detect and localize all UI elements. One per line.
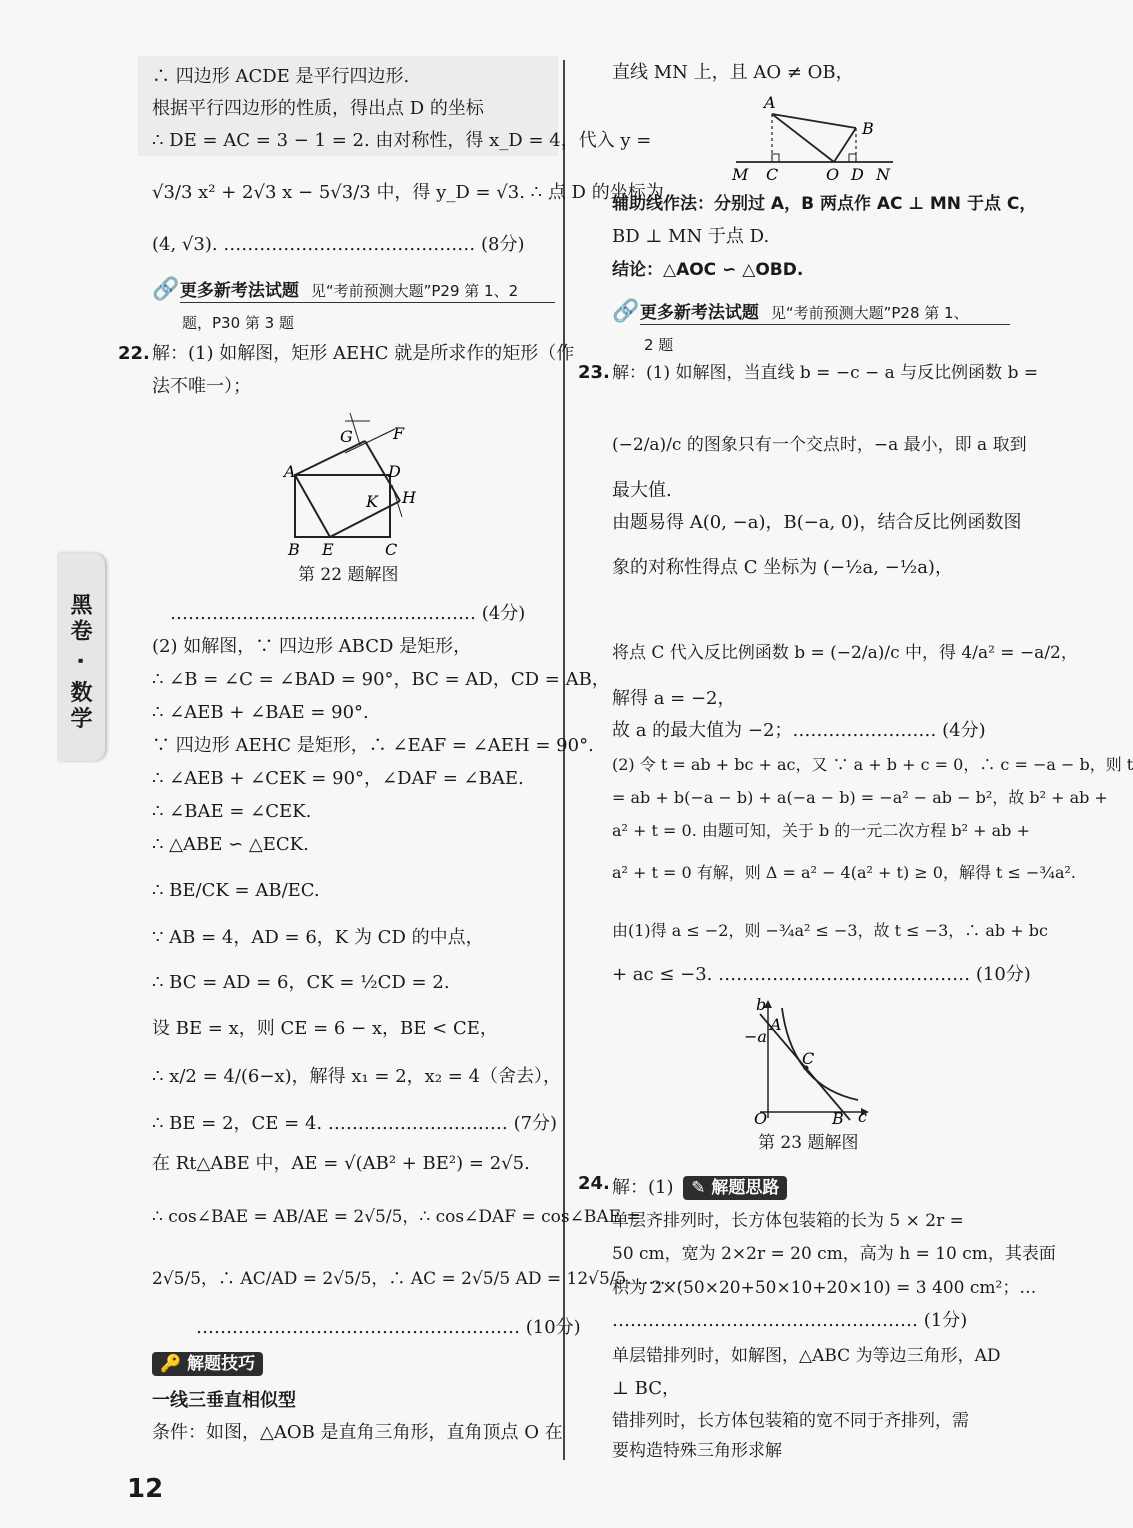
text-line: ∴ DE = AC = 3 − 1 = 2. 由对称性，得 x_D = 4，代入 y = (152, 130, 652, 151)
label-N: N (876, 165, 890, 184)
text-line: = ab + b(−a − b) + a(−a − b) = −a² − ab − b²，故 b² + ab + (612, 788, 1108, 807)
thinking-tag (683, 1176, 787, 1200)
text-line: √3/3 x² + 2√3 x − 5√3/3 中，得 y_D = √3. ∴ 点 D 的坐标为 (152, 182, 664, 203)
text-line: ∴ cos∠BAE = AB/AE = 2√5/5，∴ cos∠DAF = cos∠BAE = (152, 1207, 641, 1227)
thinking-tag-label: 解题思路 (711, 1178, 780, 1198)
label-O: O (826, 165, 840, 184)
pencil-icon: ✎ (691, 1178, 706, 1198)
text-line: 法不唯一）； (152, 376, 251, 397)
text-line: ∴ ∠B = ∠C = ∠BAD = 90°，BC = AD，CD = AB， (152, 669, 610, 690)
label-A: A (770, 1015, 782, 1034)
text-line: 设 BE = x，则 CE = 6 − x，BE < CE， (152, 1018, 498, 1039)
label-neg-a: −a (744, 1027, 767, 1046)
label-D: D (851, 165, 864, 184)
question-number: 23. (578, 362, 610, 383)
text-line: 解：(1) 如解图，矩形 AEHC 就是所求作的矩形（作 (152, 343, 575, 364)
figure-tip (728, 92, 898, 186)
text-line: 由(1)得 a ≤ −2，则 −¾a² ≤ −3，故 t ≤ −3，∴ ab + bc (612, 921, 1048, 940)
text-line: 条件：如图，△AOB 是直角三角形，直角顶点 O 在 (152, 1422, 563, 1443)
text-line: 要构造特殊三角形求解 (612, 1441, 782, 1461)
text-line: 单层齐排列时，长方体包装箱的长为 5 × 2r = (612, 1211, 964, 1231)
text-line: ∴ △ABE ∽ △ECK. (152, 834, 309, 855)
text-line: 象的对称性得点 C 坐标为 (−½a, −½a)， (612, 557, 953, 578)
text-line: 50 cm，宽为 2×2r = 20 cm，高为 h = 10 cm，其表面 (612, 1244, 1056, 1264)
label-C: C (385, 540, 398, 559)
text-line: ∵ 四边形 AEHC 是矩形，∴ ∠EAF = ∠AEH = 90°. (152, 735, 594, 756)
figure-23 (740, 996, 875, 1126)
text-line: a² + t = 0. 由题可知，关于 b 的一元二次方程 b² + ab + (612, 821, 1030, 840)
text-line: 解：(1) 如解图，当直线 b = −c − a 与反比例函数 b = (612, 363, 1039, 383)
figure-caption: 第 23 题解图 (758, 1133, 859, 1153)
label-D: D (388, 462, 401, 481)
label-E: E (322, 540, 334, 559)
text-line: ……………………………………………… (10分) (196, 1317, 581, 1338)
banner-ref-continued: 题，P30 第 3 题 (182, 314, 294, 332)
label-C: C (766, 165, 779, 184)
more-questions-banner (152, 276, 518, 302)
text-line: ∴ BE/CK = AB/EC. (152, 880, 320, 901)
banner-ref: 见“考前预测大题”P28 第 1、 (770, 304, 969, 322)
text-line: ∴ BE = 2，CE = 4. ………………………… (7分) (152, 1113, 558, 1134)
text-line: 故 a 的最大值为 −2；…………………… (4分) (612, 720, 986, 741)
text-line: 在 Rt△ABE 中，AE = √(AB² + BE²) = 2√5. (152, 1153, 530, 1174)
text-line: ∴ ∠AEB + ∠CEK = 90°，∠DAF = ∠BAE. (152, 768, 524, 789)
text-line: 由题易得 A(0, −a)，B(−a, 0)，结合反比例函数图 (612, 512, 1022, 533)
text-line: 错排列时，长方体包装箱的宽不同于齐排列，需 (612, 1411, 969, 1431)
label-F: F (393, 424, 405, 443)
text-line: …………………………………………… (1分) (612, 1310, 968, 1331)
label-M: M (732, 165, 749, 184)
text-line: ∴ 四边形 ACDE 是平行四边形. (152, 66, 410, 87)
label-H: H (402, 488, 416, 507)
text-line: 将点 C 代入反比例函数 b = (−2/a)/c 中，得 4/a² = −a/2， (612, 643, 1078, 663)
label-A: A (764, 93, 776, 112)
banner-underline (180, 302, 555, 303)
text-line: …………………………………………… (4分) (170, 603, 526, 624)
key-icon: 🔑 (160, 1354, 182, 1374)
figure-caption: 第 22 题解图 (298, 565, 399, 585)
banner-title: 更多新考法试题 (639, 303, 759, 323)
axis-label-c: c (858, 1107, 867, 1126)
paperclip-icon: 🔗 (152, 277, 180, 302)
label-C: C (802, 1049, 815, 1068)
label-K: K (366, 492, 378, 511)
q24-intro: 解：(1) (612, 1177, 674, 1198)
text-line: 直线 MN 上，且 AO ≠ OB， (612, 62, 854, 83)
label-A: A (284, 462, 296, 481)
text-line: 积为 2×(50×20+50×10+20×10) = 3 400 cm²；… (612, 1278, 1037, 1298)
text-line: 单层错排列时，如解图，△ABC 为等边三角形，AD (612, 1346, 1001, 1366)
banner-title: 更多新考法试题 (179, 281, 299, 301)
text-line: (−2/a)/c 的图象只有一个交点时，−a 最小，即 a 取到 (612, 435, 1027, 455)
text-line: ∵ AB = 4，AD = 6，K 为 CD 的中点， (152, 927, 484, 948)
text-line: 解得 a = −2， (612, 688, 736, 709)
text-line: ∴ x/2 = 4/(6−x)，解得 x₁ = 2，x₂ = 4（舍去）， (152, 1066, 562, 1087)
label-B: B (288, 540, 300, 559)
tip-tag-label: 解题技巧 (187, 1354, 256, 1374)
axis-label-b: b (756, 995, 767, 1014)
text-line: 根据平行四边形的性质，得出点 D 的坐标 (152, 98, 484, 119)
label-G: G (340, 427, 353, 446)
question-number: 24. (578, 1173, 610, 1194)
q24-intro-line (612, 1176, 787, 1200)
column-divider (563, 60, 565, 1460)
side-tab-label: 黑卷 · 数学 (67, 593, 92, 733)
text-line: a² + t = 0 有解，则 Δ = a² − 4(a² + t) ≥ 0，解得 t ≤ −¾a². (612, 863, 1076, 882)
label-B: B (832, 1109, 844, 1128)
tip-title: 一线三垂直相似型 (152, 1390, 296, 1411)
side-tab (57, 553, 105, 761)
text-line: ⊥ BC， (612, 1378, 680, 1399)
text-line: ∴ ∠BAE = ∠CEK. (152, 801, 312, 822)
text-line: (4, √3). …………………………………… (8分) (152, 234, 525, 255)
label-O: O (754, 1109, 768, 1128)
banner-ref: 见“考前预测大题”P29 第 1、2 (310, 282, 519, 300)
paperclip-icon: 🔗 (612, 299, 640, 324)
text-line: BD ⊥ MN 于点 D. (612, 226, 770, 247)
page-number: 12 (127, 1474, 164, 1504)
text-line: 2√5/5，∴ AC/AD = 2√5/5，∴ AC = 2√5/5 AD = 12√5/5. ……… (152, 1269, 689, 1289)
figure-22 (270, 405, 430, 565)
text-line: ∴ ∠AEB + ∠BAE = 90°. (152, 702, 369, 723)
label-B: B (862, 119, 874, 138)
text-line: 最大值. (612, 480, 672, 501)
more-questions-banner (612, 298, 969, 324)
banner-ref-continued: 2 题 (644, 336, 674, 354)
aux-line: 辅助线作法：分别过 A，B 两点作 AC ⊥ MN 于点 C， (612, 194, 1037, 214)
banner-underline (640, 324, 1010, 325)
text-line: (2) 令 t = ab + bc + ac，又 ∵ a + b + c = 0，∴ c = −a − b，则 t (612, 755, 1133, 774)
tip-section (152, 1352, 263, 1376)
text-line: + ac ≤ −3. …………………………………… (10分) (612, 964, 1031, 985)
tip-tag (152, 1352, 263, 1376)
text-line: (2) 如解图，∵ 四边形 ABCD 是矩形， (152, 636, 472, 657)
question-number: 22. (118, 343, 150, 364)
text-line: ∴ BC = AD = 6，CK = ½CD = 2. (152, 972, 450, 993)
conclusion: 结论：△AOC ∽ △OBD. (612, 260, 804, 280)
